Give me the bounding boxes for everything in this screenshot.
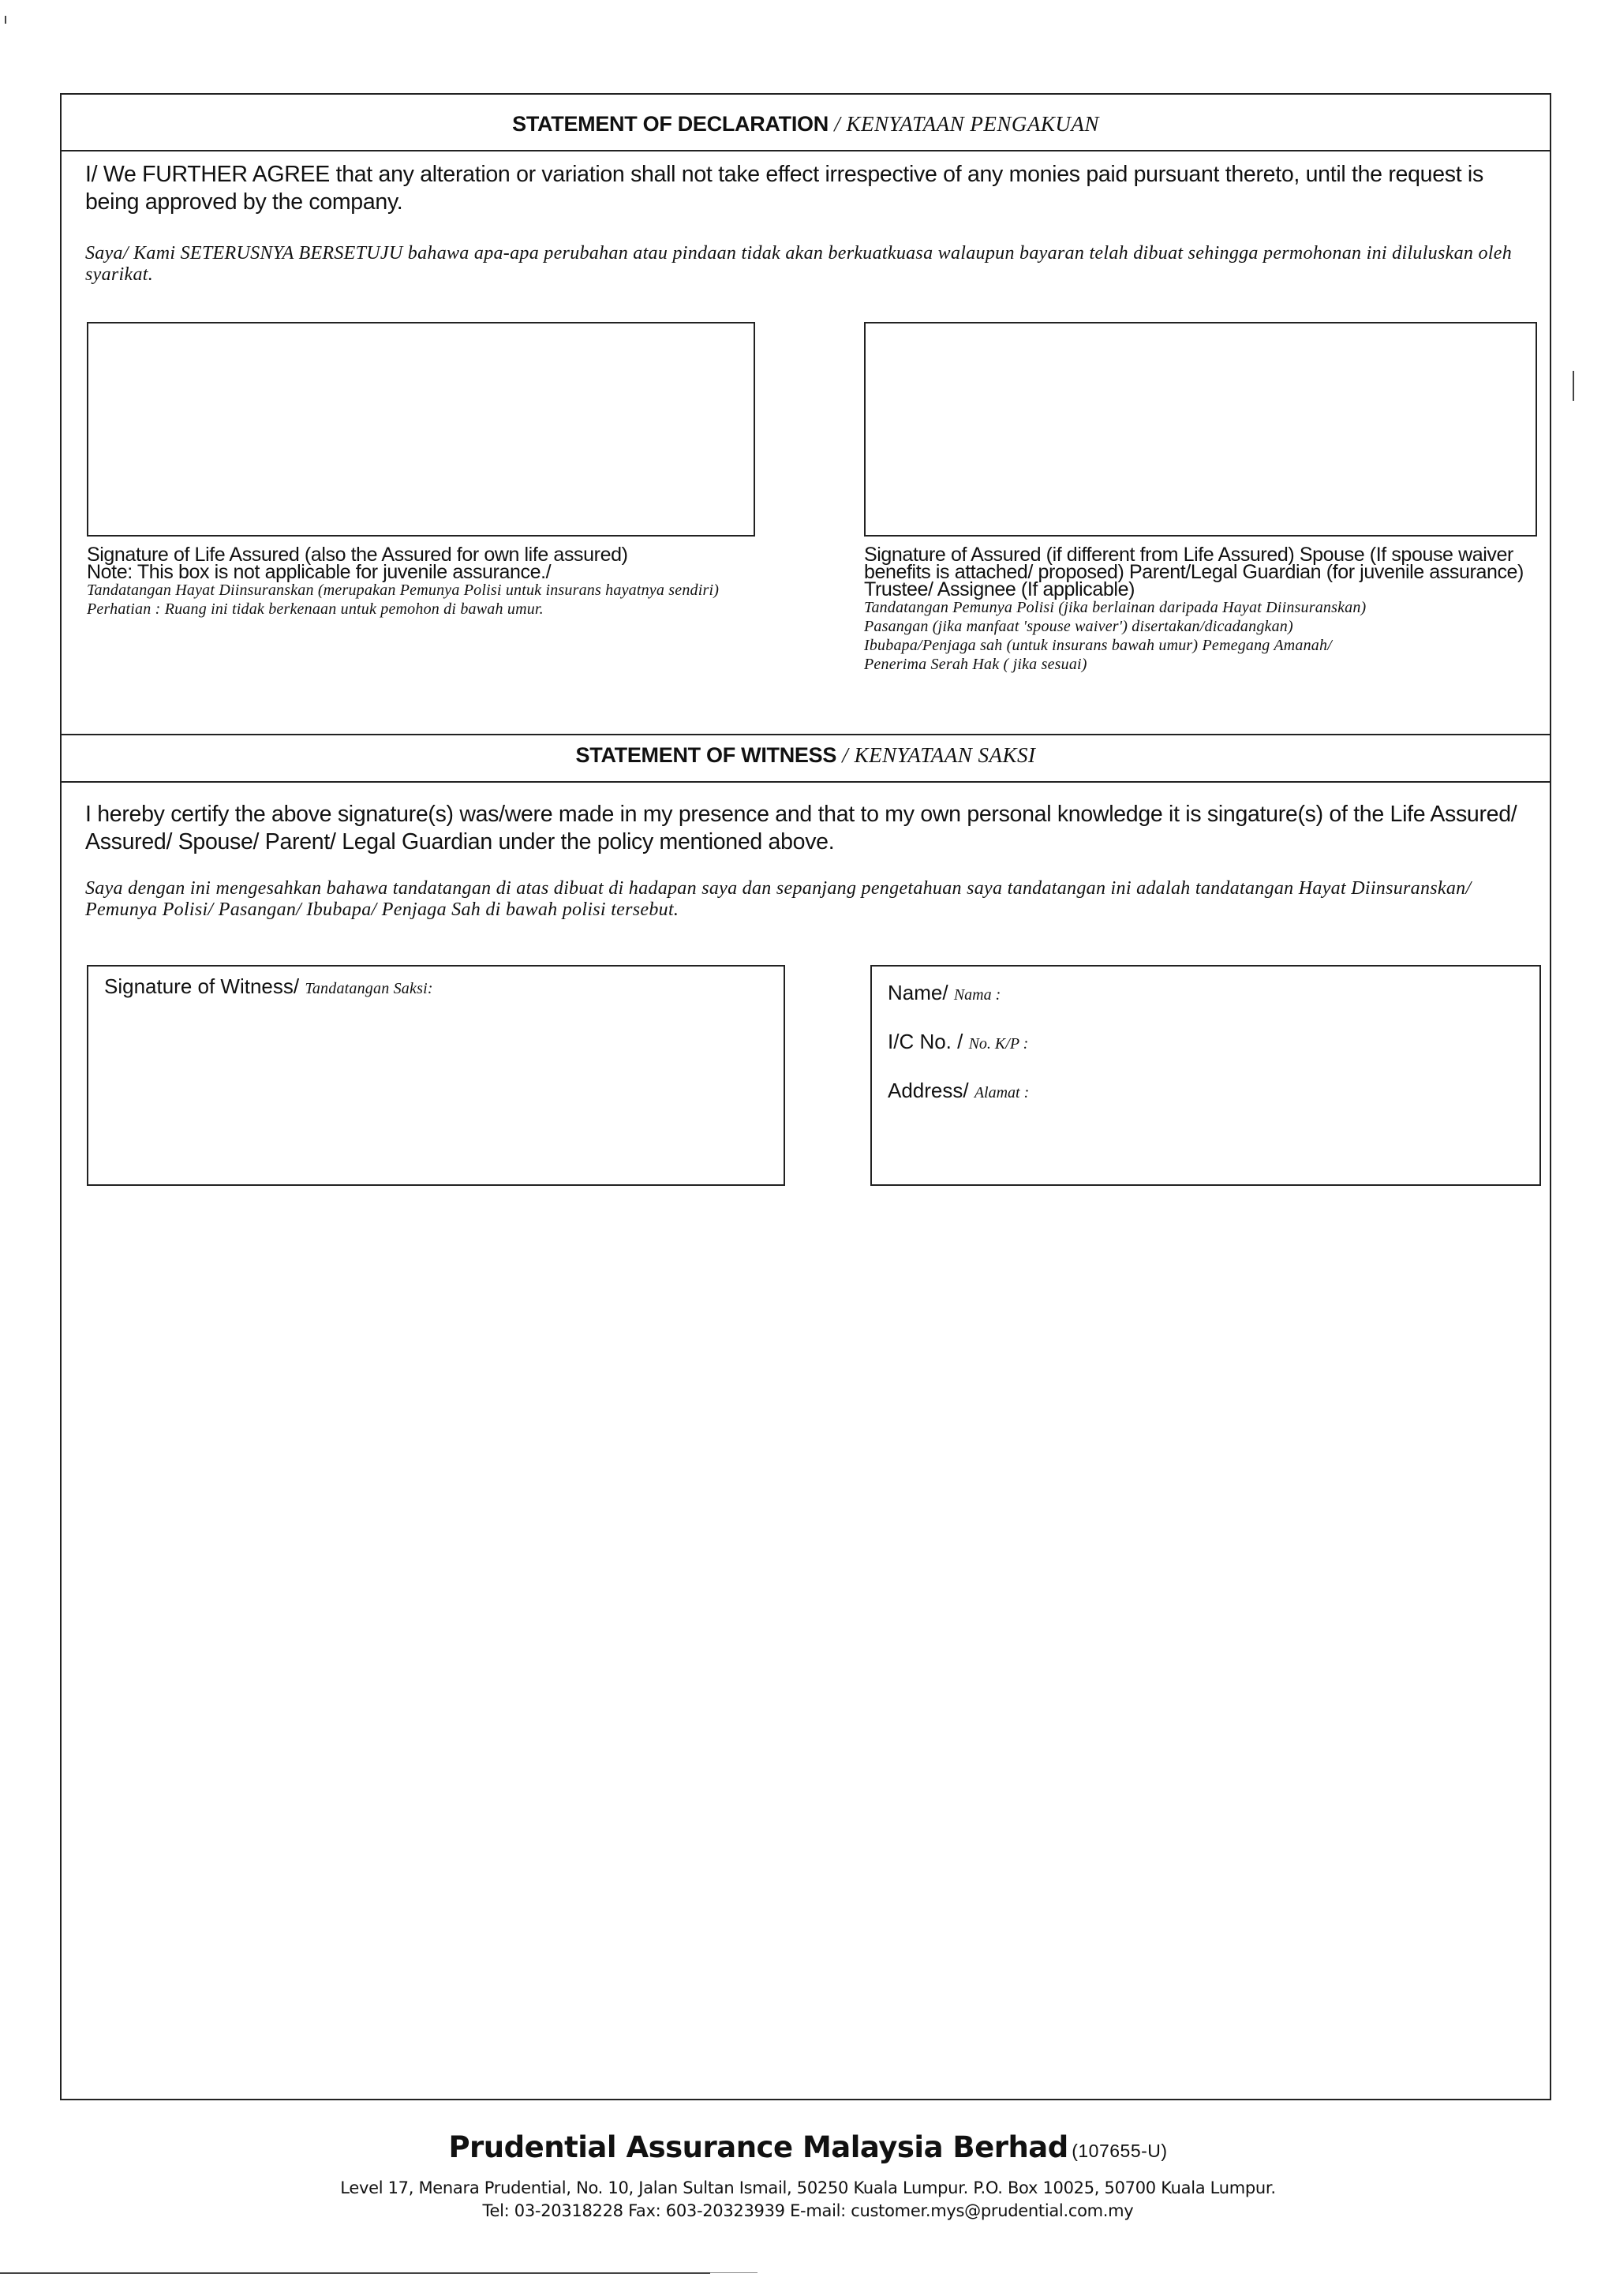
witness-name-label-ms: Nama : — [953, 986, 1001, 1004]
witness-title-ms: KENYATAAN SAKSI — [854, 743, 1036, 767]
witness-signature-box[interactable] — [87, 965, 785, 1186]
witness-title-en: STATEMENT OF WITNESS — [575, 743, 837, 767]
bottom-edge-line — [710, 2272, 758, 2273]
witness-details-box — [870, 965, 1541, 1186]
witness-top-rule — [62, 734, 1550, 735]
witness-ic-label-ms: No. K/P : — [968, 1035, 1029, 1053]
form-frame — [60, 93, 1551, 2100]
company-address: Level 17, Menara Prudential, No. 10, Jalan Sultan Ismail, 50250 Kuala Lumpur. P.O. Box 10025, 50700 Kuala Lumpur. — [340, 2178, 1276, 2197]
declaration-paragraph-ms: Saya/ Kami SETERUSNYA BERSETUJU bahawa apa-apa perubahan atau pindaan tidak akan berkuatkuasa walaupun bayaran telah dibuat sehingga permohonan ini diluluskan oleh syarikat. — [85, 243, 1512, 285]
assured-caption-ms-1: Tandatangan Pemunya Polisi (jika berlainan daripada Hayat Diinsuranskan) — [864, 599, 1367, 616]
bottom-edge-line — [0, 2272, 710, 2274]
company-contact: Tel: 03-20318228 Fax: 603-20323939 E-mail: customer.mys@prudential.com.my — [482, 2201, 1134, 2220]
witness-address-label-ms: Alamat : — [974, 1084, 1030, 1101]
witness-paragraph-en: I hereby certify the above signature(s) was/were made in my presence and that to my own personal knowledge it is singature(s) of the Life Assured/ Assured/ Spouse/ Parent/ Legal Guardian under the policy mentioned above. — [85, 802, 1517, 854]
declaration-title-sep: / — [828, 112, 847, 136]
company-name — [0, 2130, 1616, 2164]
witness-title-rule — [62, 781, 1550, 783]
life-assured-caption-ms-2: Perhatian : Ruang ini tidak berkenaan untuk pemohon di bawah umur. — [87, 600, 544, 618]
life-assured-signature-box[interactable] — [87, 322, 755, 537]
witness-signature-label — [104, 974, 433, 999]
witness-signature-label-en: Signature of Witness/ — [104, 974, 300, 998]
witness-ic-field[interactable] — [888, 1030, 1029, 1054]
witness-ic-label-en: I/C No. / — [888, 1030, 963, 1053]
witness-address-field[interactable] — [888, 1079, 1029, 1103]
declaration-paragraph-en: I/ We FURTHER AGREE that any alteration or variation shall not take effect irrespective of any monies paid pursuant thereto, until the request is being approved by the company. — [85, 162, 1483, 215]
witness-title-sep: / — [836, 743, 855, 767]
life-assured-caption-en-1: Signature of Life Assured (also the Assured for own life assured) — [87, 544, 628, 566]
declaration-title-ms: KENYATAAN PENGAKUAN — [846, 112, 1099, 136]
company-name-text: Prudential Assurance Malaysia Berhad — [448, 2130, 1068, 2164]
declaration-title-rule — [62, 150, 1550, 151]
scan-mark — [5, 16, 6, 24]
assured-caption-en: Signature of Assured (if different from Life Assured) Spouse (If spouse waiver benefits is attached/ proposed) Parent/Legal Guardian (for juvenile assurance) Trustee/ Assignee (If applicable) — [864, 544, 1524, 600]
life-assured-caption-ms-1: Tandatangan Hayat Diinsuranskan (merupakan Pemunya Polisi untuk insurans hayatnya sendiri) — [87, 581, 720, 599]
assured-caption-ms-2: Pasangan (jika manfaat 'spouse waiver') disertakan/dicadangkan) — [864, 618, 1293, 635]
witness-name-label-en: Name/ — [888, 981, 948, 1004]
witness-paragraph-ms: Saya dengan ini mengesahkan bahawa tandatangan di atas dibuat di hadapan saya dan sepanjang pengetahuan saya tandatangan ini adalah tandatangan Hayat Diinsuranskan/ Pemunya Polisi/ Pasangan/ Ibubapa/ Penjaga Sah di bawah polisi tersebut. — [85, 878, 1472, 920]
company-registration-number: (107655-U) — [1072, 2141, 1168, 2161]
scan-mark — [1573, 371, 1574, 401]
declaration-title — [62, 112, 1550, 136]
witness-address-label-en: Address/ — [888, 1079, 969, 1102]
witness-name-field[interactable] — [888, 981, 1029, 1005]
life-assured-caption-en-2: Note: This box is not applicable for juvenile assurance./ — [87, 561, 552, 583]
life-assured-signature-caption — [87, 546, 781, 619]
assured-caption-ms-4: Penerima Serah Hak ( jika sesuai) — [864, 656, 1087, 673]
declaration-title-en: STATEMENT OF DECLARATION — [512, 112, 829, 136]
witness-signature-label-ms: Tandatangan Saksi: — [305, 980, 433, 997]
assured-caption-ms-3: Ibubapa/Penjaga sah (untuk insurans bawah umur) Pemegang Amanah/ — [864, 637, 1332, 654]
assured-signature-caption — [864, 546, 1547, 674]
witness-title — [62, 743, 1550, 768]
assured-signature-box[interactable] — [864, 322, 1537, 537]
